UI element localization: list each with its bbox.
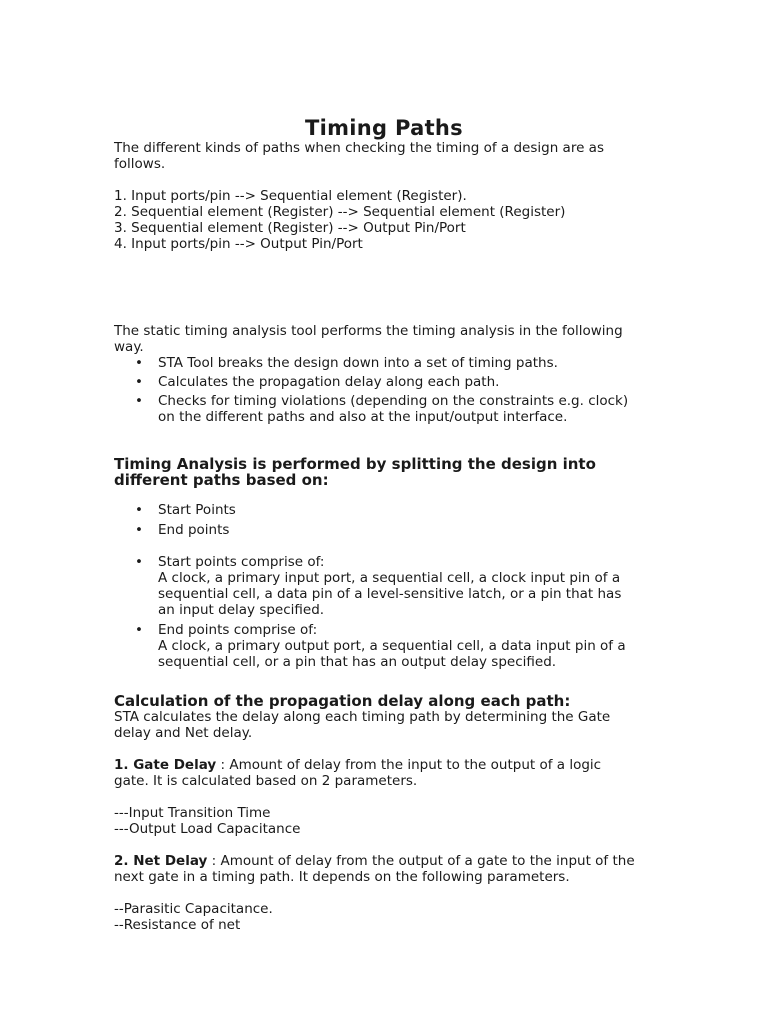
list-item [114,374,654,390]
path-item: 4. Input ports/pin --> Output Pin/Port [114,236,363,252]
page-title: Timing Paths [305,116,463,140]
net-delay-paragraph [114,853,654,885]
list-item-text: End points [158,522,230,538]
document-page [114,116,654,933]
list-item-text: an input delay specified. [158,602,325,618]
bullet-icon: • [135,502,143,518]
path-item: 1. Input ports/pin --> Sequential element (Register). [114,188,467,204]
gate-delay-paragraph [114,757,654,789]
list-item-text: STA Tool breaks the design down into a set of timing paths. [158,355,558,371]
list-item-text: A clock, a primary output port, a sequential cell, a data input pin of a [158,638,626,654]
calc-line: delay and Net delay. [114,725,253,741]
param-item: ---Output Load Capacitance [114,821,301,837]
calc-line: STA calculates the delay along each timing path by determining the Gate [114,709,611,725]
path-list [114,188,654,252]
intro-line: The different kinds of paths when checking the timing of a design are as [114,140,604,156]
bullet-icon: • [135,374,143,390]
net-delay-line [114,853,654,869]
net-delay-text: : Amount of delay from the output of a gate to the input of the [207,853,635,869]
gate-delay-line [114,757,654,773]
net-delay-text: next gate in a timing path. It depends on the following parameters. [114,869,570,885]
endpoint-bullet-list [114,554,654,670]
list-item [114,393,654,425]
net-delay-label: 2. Net Delay [114,853,208,869]
list-item-text: on the different paths and also at the input/output interface. [158,409,568,425]
param-item: --Parasitic Capacitance. [114,901,273,917]
list-item-label: End points comprise of: [158,622,318,638]
gate-delay-text: gate. It is calculated based on 2 parameters. [114,773,418,789]
calc-paragraph [114,709,654,741]
list-item-text: sequential cell, a data pin of a level-sensitive latch, or a pin that has [158,586,622,602]
heading-line: different paths based on: [114,471,329,489]
list-item-text: Calculates the propagation delay along each path. [158,374,500,390]
list-item-text: sequential cell, or a pin that has an output delay specified. [158,654,557,670]
list-item-text: Start Points [158,502,236,518]
sta-line: The static timing analysis tool performs the timing analysis in the following [114,323,623,339]
list-item-text: A clock, a primary input port, a sequential cell, a clock input pin of a [158,570,621,586]
bullet-icon: • [135,393,143,409]
list-item-text: Checks for timing violations (depending on the constraints e.g. clock) [158,393,629,409]
gate-delay-text: : Amount of delay from the input to the output of a logic [216,757,602,773]
list-item [114,502,654,518]
sta-line: way. [114,339,144,355]
heading-line: Timing Analysis is performed by splitting the design into [114,455,596,473]
intro-line: follows. [114,156,166,172]
path-item: 2. Sequential element (Register) --> Sequential element (Register) [114,204,566,220]
gate-params [114,805,654,837]
sta-paragraph [114,323,654,355]
split-bullet-list [114,502,654,538]
intro-paragraph [114,140,654,172]
param-item: --Resistance of net [114,917,241,933]
gate-delay-label: 1. Gate Delay [114,757,217,773]
bullet-icon: • [135,522,143,538]
section-heading: Calculation of the propagation delay along each path: [114,692,571,710]
list-item [114,522,654,538]
list-item [114,554,654,618]
sta-bullet-list [114,355,654,425]
section-heading [114,456,654,488]
bullet-icon: • [135,554,143,570]
list-item [114,355,654,371]
list-item-label: Start points comprise of: [158,554,325,570]
param-item: ---Input Transition Time [114,805,271,821]
path-item: 3. Sequential element (Register) --> Output Pin/Port [114,220,466,236]
bullet-icon: • [135,622,143,638]
bullet-icon: • [135,355,143,371]
net-params [114,901,654,933]
list-item [114,622,654,670]
